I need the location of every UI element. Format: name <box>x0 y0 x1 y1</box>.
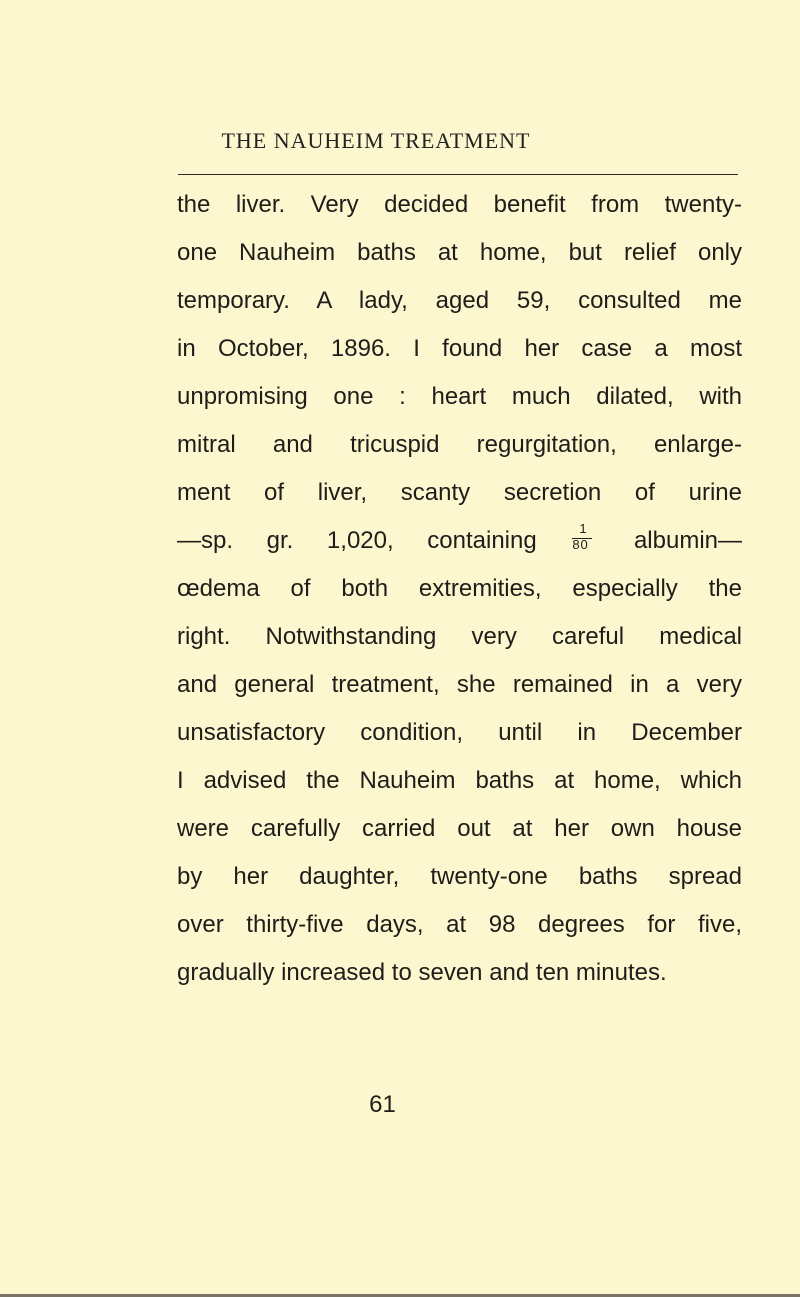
text-line: over thirty-five days, at 98 degrees for five, <box>177 911 742 938</box>
text-line: in October, 1896. I found her case a most <box>177 335 742 362</box>
text-line: mitral and tricuspid regurgitation, enlarge- <box>177 431 742 458</box>
text-line: gradually increased to seven and ten minutes. <box>177 959 667 986</box>
text-line: temporary. A lady, aged 59, consulted me <box>177 287 742 314</box>
header-rule <box>178 174 738 175</box>
fraction-numerator: 1 <box>579 520 587 536</box>
text-line: by her daughter, twenty-one baths spread <box>177 863 742 890</box>
fraction-denominator: 80 <box>572 536 589 552</box>
page-number: 61 <box>369 1091 396 1118</box>
text-segment: albumin— <box>633 527 742 554</box>
text-line: unsatisfactory condition, until in December <box>177 719 742 746</box>
text-line: the liver. Very decided benefit from twenty- <box>177 191 742 218</box>
text-line: one Nauheim baths at home, but relief only <box>177 239 742 266</box>
text-segment: —sp. gr. 1,020, containing <box>177 527 537 554</box>
text-line: right. Notwithstanding very careful medical <box>177 623 742 650</box>
fraction <box>570 520 594 552</box>
text-line-with-fraction <box>177 517 742 565</box>
body-text <box>177 181 742 997</box>
text-line: I advised the Nauheim baths at home, which <box>177 767 742 794</box>
text-line: œdema of both extremities, especially the <box>177 575 742 602</box>
running-head: THE NAUHEIM TREATMENT <box>221 128 531 153</box>
text-line: and general treatment, she remained in a very <box>177 671 742 698</box>
text-line: unpromising one : heart much dilated, with <box>177 383 742 410</box>
text-line: were carefully carried out at her own house <box>177 815 742 842</box>
text-line: ment of liver, scanty secretion of urine <box>177 479 742 506</box>
